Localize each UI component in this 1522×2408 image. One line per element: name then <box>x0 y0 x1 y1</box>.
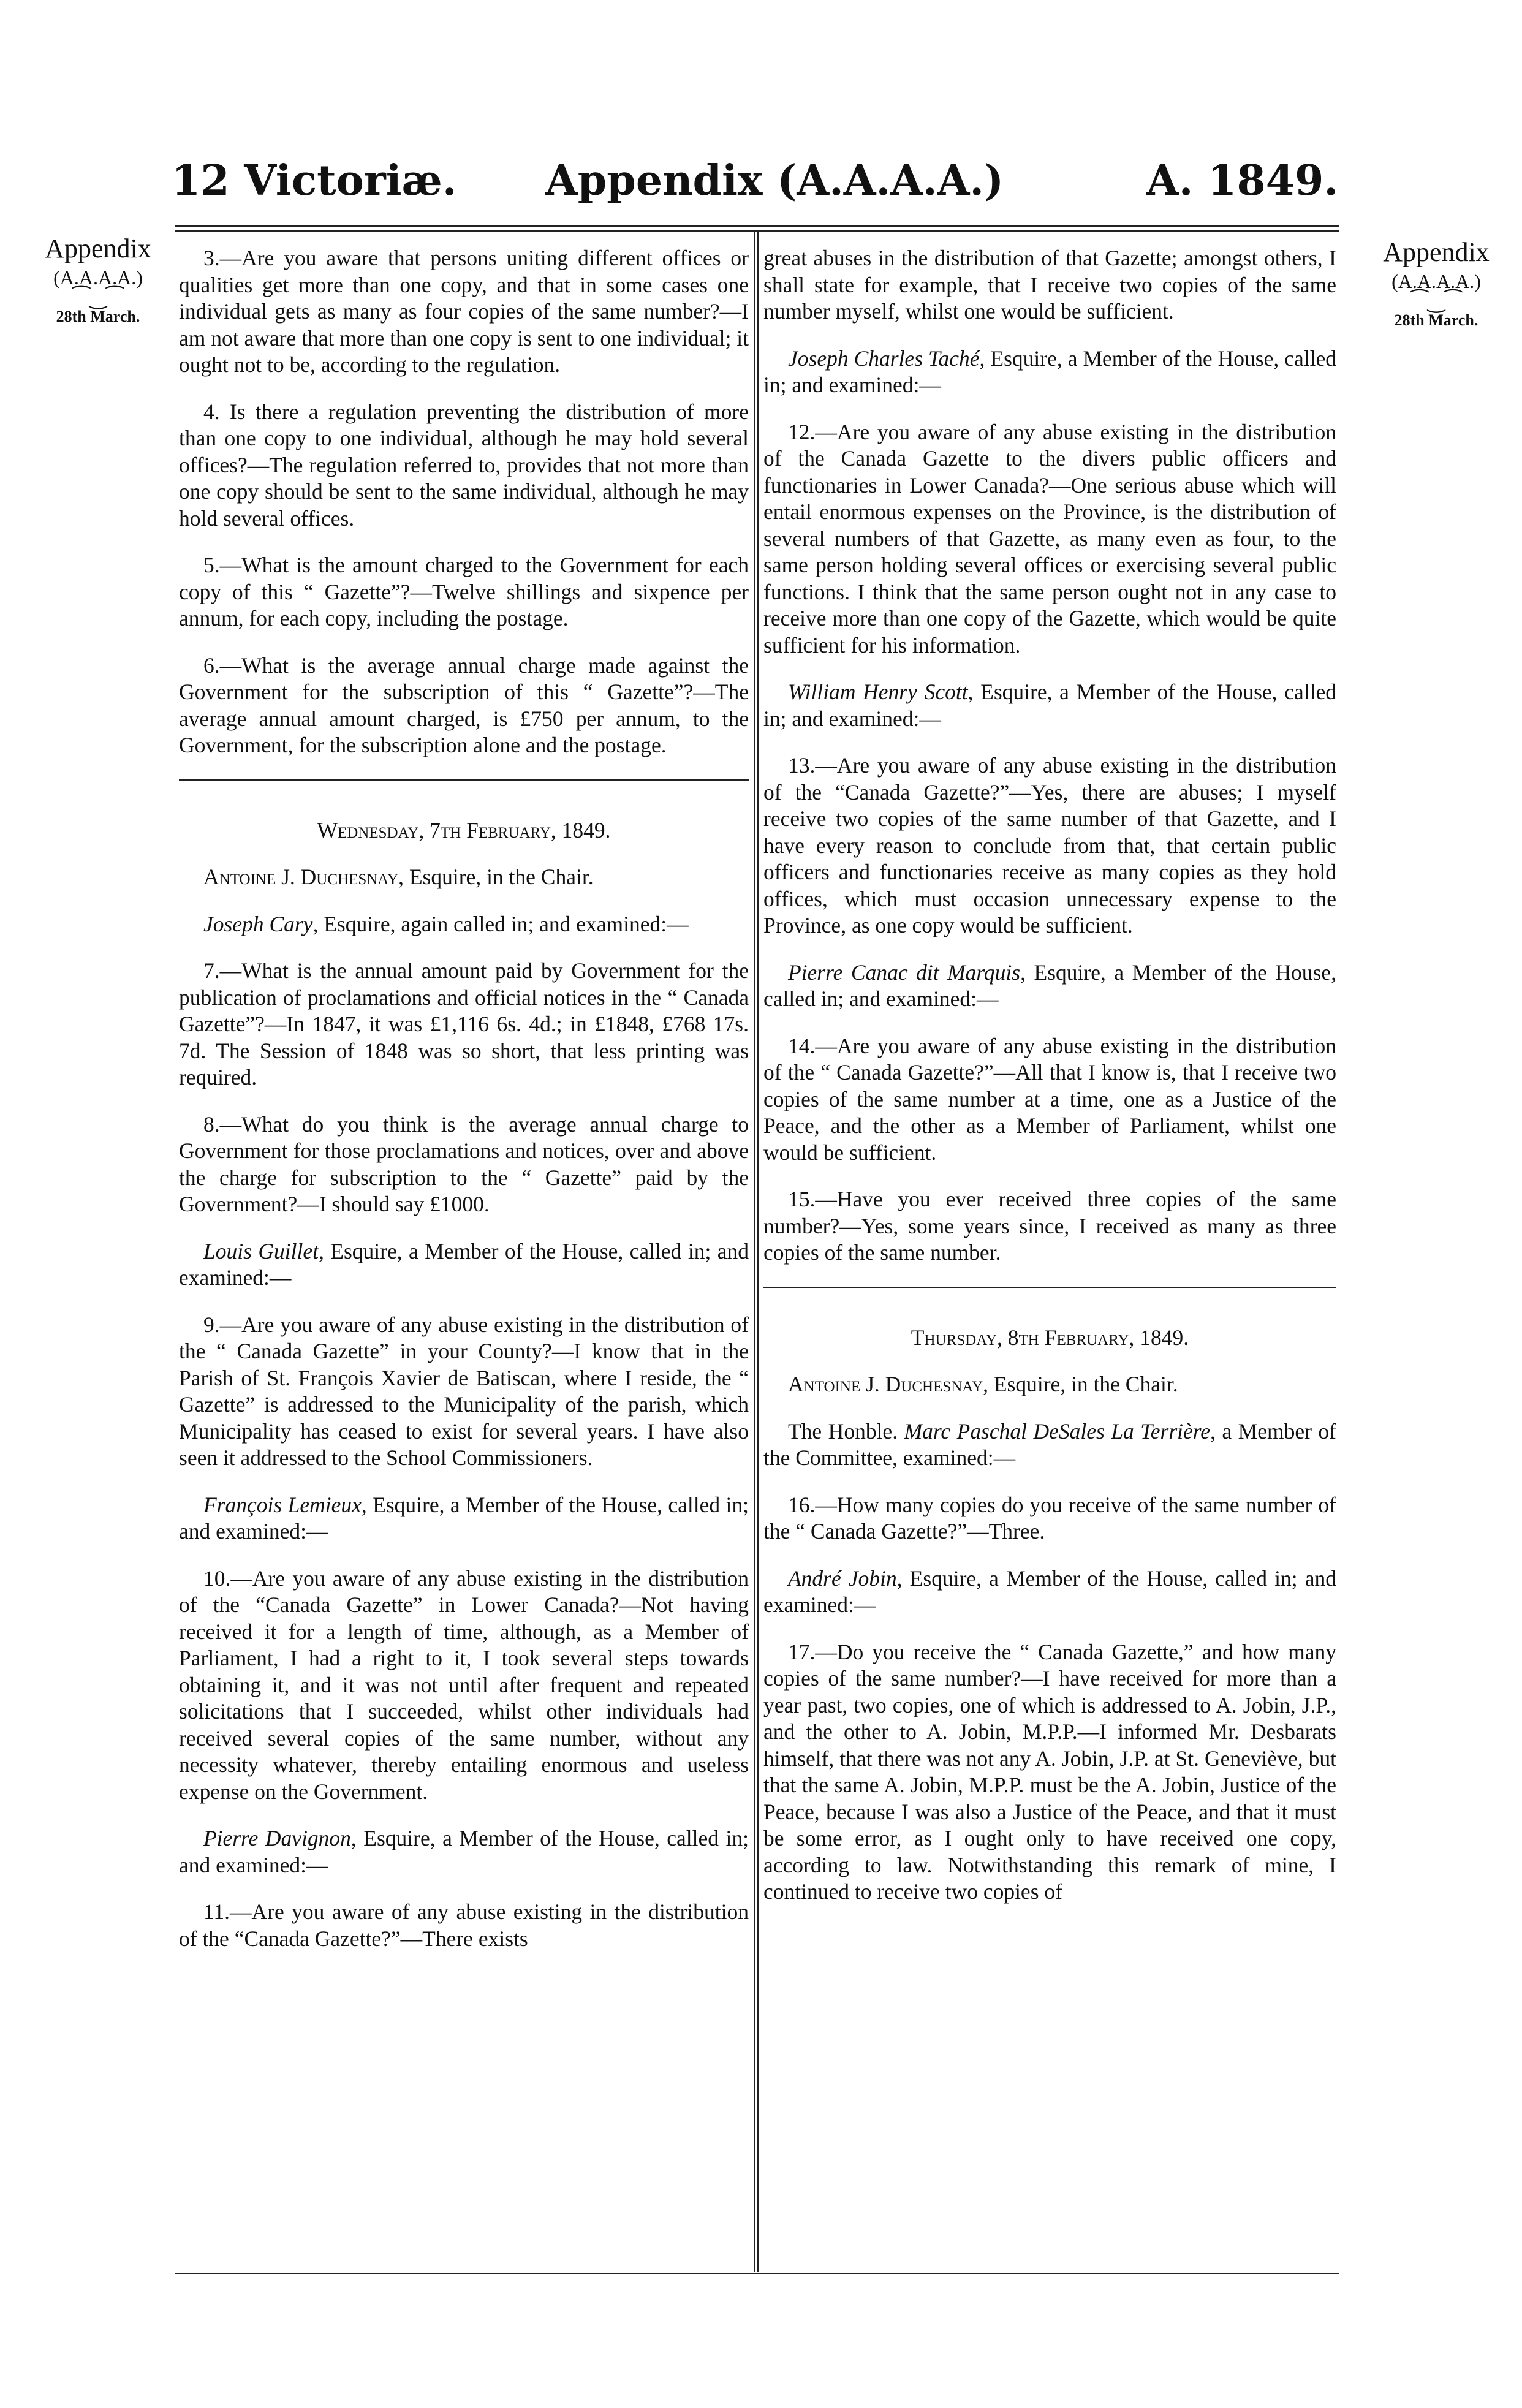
chair-text: , Esquire, in the Chair. <box>398 865 594 889</box>
witness-jobin <box>763 1566 1336 1619</box>
question-11: 11.—Are you aware of any abuse existing in the distribution of the “Canada Gazette?”—There exists <box>179 1899 749 1951</box>
witness-text: , Esquire, a Member of the House, called in; and examined:— <box>179 1238 749 1290</box>
left-column <box>179 245 749 2267</box>
question-8: 8.—What do you think is the average annual charge to Government for those proclamations and notices, over and above the charge for subscription to the “ Gazette” paid by the Government?—I should say £1000. <box>179 1111 749 1216</box>
question-7: 7.—What is the annual amount paid by Government for the publication of proclamations and official notices in the “ Canada Gazette”?—In 1847, it was £1,116 6s. 4d.; in £1848, £768 17s. 7d. The Session of 1848 was so short, that less printing was required. <box>179 958 749 1089</box>
section-rule <box>763 1287 1336 1288</box>
witness-name: Marc Paschal DeSales La Terrière <box>904 1418 1211 1444</box>
witness-text: , Esquire, a Member of the House, called in; and examined:— <box>763 346 1336 397</box>
section-rule <box>179 779 749 781</box>
margin-note-date: 28th March. <box>1394 311 1478 329</box>
witness-name: François Lemieux <box>203 1492 362 1517</box>
footer-rule <box>175 2273 1339 2274</box>
witness-guillet <box>179 1238 749 1292</box>
column-divider <box>754 232 759 2272</box>
witness-text: , Esquire, a Member of the House, called in; and examined:— <box>763 680 1337 731</box>
witness-name: André Jobin <box>788 1566 897 1591</box>
witness-text: , Esquire, a Member of the House, called in; and examined:— <box>179 1492 749 1543</box>
right-column <box>763 245 1336 2267</box>
question-6: 6.—What is the average annual charge made against the Government for the subscription of this “ Gazette”?—The average annual amount charged, is £750 per annum, to the Government, for the subscription alone and the postage. <box>179 653 749 757</box>
margin-note-date: 28th March. <box>56 308 140 325</box>
question-12: 12.—Are you aware of any abuse existing in the distribution of the Canada Gazette to the divers public officers and functionaries in Lower Canada?—One serious abuse which will entail enormous expenses on the Province, is the distribution of several numbers of that Gazette, as many even as four, to the same person holding several offices or exercising several public functions. I think that the same person ought not in any case to receive more than one copy of the Gazette, which would be quite sufficient for his information. <box>763 419 1336 657</box>
witness-name: Joseph Charles Taché <box>788 346 980 371</box>
witness-name: Joseph Cary <box>203 911 313 936</box>
witness-scott <box>763 679 1336 732</box>
date-heading-wednesday: Wednesday, 7th February, 1849. <box>317 817 611 842</box>
margin-note-ref: (A.A.A.A.) <box>53 267 143 289</box>
witness-text: , Esquire, a Member of the House, called in; and examined:— <box>763 1566 1336 1617</box>
chair-text: , Esquire, in the Chair. <box>983 1372 1178 1396</box>
header-rule <box>175 225 1339 232</box>
chair-line-thursday <box>763 1371 1336 1398</box>
witness-canac <box>763 960 1336 1013</box>
witness-la-terriere <box>763 1418 1336 1472</box>
question-13: 13.—Are you aware of any abuse existing in the distribution of the “Canada Gazette?”—Yes, there are abuses; I myself receive two copies of the same number of that Gazette, and I have every reason to conclude from that, that certain public officers and functionaries receive as many copies as they hold offices, which must occasion unnecessary expense to the Province, as one copy would be sufficient. <box>763 753 1336 937</box>
witness-name: William Henry Scott <box>788 680 968 704</box>
question-17: 17.—Do you receive the “ Canada Gazette,” and how many copies of the same number?—I have received for more than a year past, two copies, one of which is addressed to A. Jobin, J.P., and the other to A. Jobin, M.P.P.—I informed Mr. Desbarats himself, that there was not any A. Jobin, J.P. at St. Geneviève, but that the same A. Jobin, M.P.P. must be the A. Jobin, Justice of the Peace, because I was also a Justice of the Peace, and that it must be some error, as I ought only to have received one copy, according to law. Notwithstanding this remark of mine, I continued to receive two copies of <box>763 1639 1336 1904</box>
header-year: A. 1849. <box>1146 156 1338 205</box>
witness-name: Pierre Canac dit Marquis <box>788 960 1021 985</box>
margin-note-title: Appendix <box>45 233 151 263</box>
chair-name: Antoine J. Duchesnay <box>788 1372 983 1396</box>
question-10: 10.—Are you aware of any abuse existing in the distribution of the “Canada Gazette” in Lower Canada?—Not having received it for a length of time, although, as a Member of Parliament, I had a right to it, I took several steps towards obtaining it, and it was not until after frequent and repeated solicitations that I succeeded, whilst other individuals had received several copies of the same number, without any necessity whatever, thereby entailing enormous and useless expense on the Government. <box>179 1566 749 1804</box>
witness-text: , Esquire, again called in; and examined:— <box>312 911 689 936</box>
witness-lemieux <box>179 1492 749 1545</box>
margin-note-left <box>31 233 165 326</box>
question-3: 3.—Are you aware that persons uniting different offices or qualities get more than one copy, and that in some cases one individual gets as many as four copies of the same number?—I am not aware that more than one copy is sent to one individual; it ought not to be, according to the regulation. <box>179 246 749 377</box>
question-14: 14.—Are you aware of any abuse existing in the distribution of the “ Canada Gazette?”—All that I know is, that I receive two copies of the same number at a time, one as a Justice of the Peace, and the other as a Member of Parliament, whilst one would be sufficient. <box>763 1033 1336 1165</box>
witness-name: Louis Guillet <box>203 1238 319 1263</box>
question-11-continued: great abuses in the distribution of that Gazette; amongst others, I shall state for example, that I receive two copies of the same number myself, whilst one would be sufficient. <box>763 246 1336 324</box>
witness-tache <box>763 346 1336 399</box>
witness-text: , Esquire, a Member of the House, called in; and examined:— <box>179 1826 749 1877</box>
witness-davignon <box>179 1825 749 1879</box>
witness-cary <box>179 911 749 938</box>
flourish-icon: ⁀‿⁀ <box>1411 290 1461 313</box>
question-4: 4. Is there a regulation preventing the distribution of more than one copy to one individual, although he may hold several offices?—The regulation referred to, provides that not more than one copy should be sent to the same individual, although he may hold several offices. <box>179 399 749 531</box>
witness-text: , Esquire, a Member of the House, called in; and examined:— <box>763 960 1336 1011</box>
date-heading-thursday: Thursday, 8th February, 1849. <box>911 1325 1189 1350</box>
header-appendix-title: Appendix (A.A.A.A.) <box>545 156 1004 205</box>
question-16: 16.—How many copies do you receive of the same number of the “ Canada Gazette?”—Three. <box>763 1492 1336 1543</box>
question-15: 15.—Have you ever received three copies of the same number?—Yes, some years since, I received as many as three copies of the same number. <box>763 1187 1336 1265</box>
question-9: 9.—Are you aware of any abuse existing in the distribution of the “ Canada Gazette” in your County?—I know that in the Parish of St. François Xavier de Batiscan, where I reside, the “ Gazette” is addressed to the Municipality of the parish, which Municipality has ceased to exist for several years. I have also seen it addressed to the School Commissioners. <box>179 1312 749 1470</box>
witness-prefix: The Honble. <box>788 1418 904 1444</box>
margin-note-title: Appendix <box>1383 237 1490 267</box>
witness-name: Pierre Davignon <box>203 1826 351 1850</box>
witness-text: , a Member of the Committee, examined:— <box>763 1418 1337 1470</box>
chair-line-wednesday <box>179 864 749 891</box>
flourish-icon: ⁀‿⁀ <box>73 287 123 309</box>
margin-note-right <box>1369 237 1504 330</box>
chair-name: Antoine J. Duchesnay <box>203 865 399 889</box>
page-header <box>172 153 1338 208</box>
header-session: 12 Victoriæ. <box>172 156 457 205</box>
question-5: 5.—What is the amount charged to the Government for each copy of this “ Gazette”?—Twelve shillings and sixpence per annum, for each copy, including the postage. <box>179 553 749 630</box>
margin-note-ref: (A.A.A.A.) <box>1391 270 1481 292</box>
